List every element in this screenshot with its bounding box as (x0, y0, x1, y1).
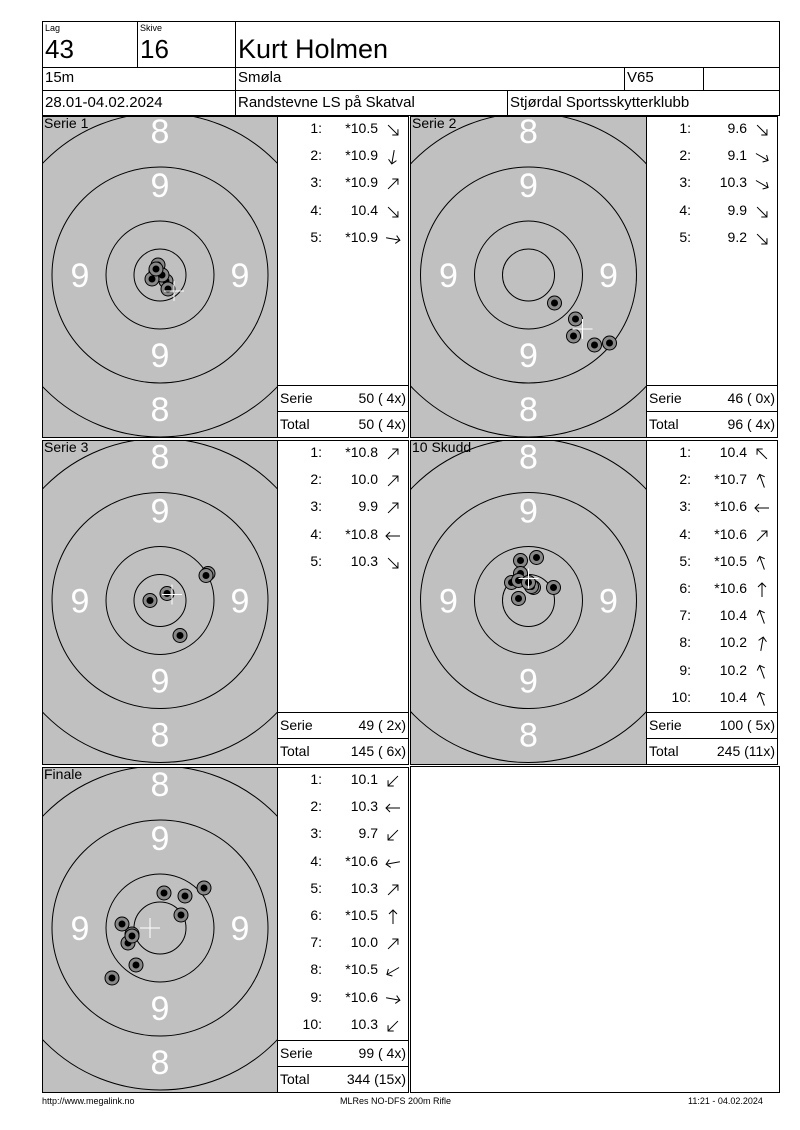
target-face (43, 441, 277, 764)
total-sum-row (647, 411, 777, 437)
direction-arrow-icon (384, 827, 402, 843)
shot-number: 3: (679, 174, 691, 191)
serie-sum-row (278, 1040, 408, 1066)
shot-score: 10.3 (350, 1015, 378, 1032)
shot-number: 2: (679, 147, 691, 164)
serie-sum-row (647, 385, 777, 411)
direction-arrow-icon (384, 773, 402, 789)
shot-number: 4: (679, 525, 691, 542)
shot-score: *10.6 (714, 580, 747, 596)
direction-arrow-icon (384, 231, 402, 247)
shot-row (278, 825, 408, 847)
footer-program: MLRes NO-DFS 200m Rifle (340, 1096, 452, 1106)
shot-row (278, 553, 408, 575)
skive-number: 16 (140, 34, 169, 64)
shot-score: *10.5 (345, 907, 378, 923)
shot-hole (603, 336, 617, 350)
total-label: Total (649, 416, 679, 432)
panel-title: Serie 2 (412, 115, 457, 131)
serie-sum-row (647, 712, 777, 738)
shot-row (278, 202, 408, 224)
direction-arrow-icon (384, 909, 402, 925)
serie-label: Serie (649, 717, 682, 733)
target-panel (410, 440, 647, 765)
shot-hole (161, 282, 175, 296)
serie-value: 46 ( 0x) (727, 390, 775, 406)
shot-number: 2: (310, 147, 322, 164)
shot-hole (567, 329, 581, 343)
shot-row (647, 471, 777, 493)
shot-hole (530, 551, 544, 565)
direction-arrow-icon (753, 664, 771, 680)
shot-score: 9.9 (358, 498, 378, 515)
ring-number: 9 (150, 662, 170, 701)
total-label: Total (280, 1071, 310, 1087)
empty-area (410, 766, 780, 1093)
shot-row (647, 607, 777, 629)
distance: 15m (45, 69, 75, 86)
ring-number: 9 (150, 820, 170, 858)
shot-hole (547, 581, 561, 595)
direction-arrow-icon (384, 500, 402, 516)
shot-score: 10.1 (350, 771, 378, 787)
direction-arrow-icon (384, 149, 402, 165)
shot-score: *10.9 (345, 228, 378, 245)
shot-score: *10.9 (345, 174, 378, 191)
shot-row (278, 444, 408, 466)
direction-arrow-icon (753, 500, 771, 516)
shot-number: 3: (679, 498, 691, 515)
dates: 28.01-04.02.2024 (45, 94, 163, 111)
distance-cell (42, 67, 236, 91)
organizer-cell (507, 90, 780, 116)
shot-row (647, 120, 777, 142)
direction-arrow-icon (384, 204, 402, 220)
ring-number: 8 (519, 441, 538, 477)
shot-row (647, 689, 777, 711)
shot-score: 9.2 (727, 228, 747, 245)
shot-hole (129, 958, 143, 972)
shot-score: 10.0 (350, 934, 378, 951)
shot-number: 4: (679, 201, 691, 218)
shot-list (277, 767, 409, 1093)
shot-score: *10.7 (714, 471, 747, 488)
shot-number: 6: (310, 907, 322, 923)
direction-arrow-icon (753, 204, 771, 220)
total-value: 344 (15x) (346, 1071, 406, 1087)
shot-score: *10.8 (345, 525, 378, 542)
shot-number: 5: (679, 228, 691, 245)
ring-number: 9 (439, 582, 458, 621)
shot-number: 7: (310, 934, 322, 951)
shot-number: 8: (310, 961, 322, 978)
shot-row (278, 471, 408, 493)
shot-score: *10.5 (345, 961, 378, 978)
shot-score: 10.2 (719, 661, 747, 678)
shot-hole (514, 554, 528, 568)
direction-arrow-icon (384, 555, 402, 571)
shot-number: 1: (679, 444, 691, 460)
target-face (411, 117, 646, 437)
shot-hole (569, 312, 583, 326)
shot-number: 2: (310, 798, 322, 815)
shot-score: *10.5 (714, 552, 747, 569)
ring-number: 9 (230, 582, 250, 621)
shot-hole (143, 594, 157, 608)
shot-score: *10.9 (345, 147, 378, 164)
shot-score: 9.6 (727, 120, 747, 136)
lag-number: 43 (45, 34, 74, 64)
shot-score: 9.1 (727, 147, 747, 164)
shot-hole (149, 262, 163, 276)
total-value: 245 (11x) (716, 743, 775, 759)
shot-row (278, 961, 408, 983)
shooter-name: Kurt Holmen (238, 34, 389, 64)
direction-arrow-icon (384, 882, 402, 898)
target-face (411, 441, 646, 764)
direction-arrow-icon (384, 446, 402, 462)
direction-arrow-icon (753, 149, 771, 165)
total-value: 50 ( 4x) (358, 416, 406, 432)
direction-arrow-icon (753, 636, 771, 652)
shot-number: 8: (679, 634, 691, 651)
shot-hole (157, 886, 171, 900)
shot-row (278, 989, 408, 1011)
direction-arrow-icon (384, 936, 402, 952)
serie-value: 50 ( 4x) (358, 390, 406, 406)
shot-hole (588, 338, 602, 352)
target-panel (42, 440, 278, 765)
shot-score: 9.7 (358, 825, 378, 842)
shot-row (278, 147, 408, 169)
organizer: Stjørdal Sportsskytterklubb (510, 94, 690, 111)
target-panel (42, 767, 278, 1093)
shot-row (647, 634, 777, 656)
serie-value: 99 ( 4x) (358, 1045, 406, 1061)
direction-arrow-icon (753, 528, 771, 544)
direction-arrow-icon (384, 991, 402, 1007)
ring-number: 9 (230, 910, 250, 948)
ring-number: 8 (150, 117, 170, 151)
shot-score: *10.6 (345, 852, 378, 869)
total-sum-row (278, 1066, 408, 1092)
serie-value: 49 ( 2x) (358, 717, 406, 733)
shot-row (647, 526, 777, 548)
shot-number: 5: (310, 228, 322, 245)
serie-sum-row (278, 712, 408, 738)
shot-row (278, 798, 408, 820)
shot-row (647, 174, 777, 196)
direction-arrow-icon (753, 582, 771, 598)
shot-row (278, 526, 408, 548)
ring-number: 9 (150, 167, 170, 205)
total-label: Total (649, 743, 679, 759)
shot-number: 10: (671, 688, 691, 705)
shot-score: *10.6 (345, 988, 378, 1005)
event-name: Randstevne LS på Skatval (238, 94, 415, 111)
ring-number: 8 (150, 441, 170, 477)
target-panel (410, 116, 647, 438)
shot-score: 10.4 (350, 201, 378, 218)
target-face (43, 117, 277, 437)
total-label: Total (280, 743, 310, 759)
shot-score: 10.4 (719, 607, 747, 624)
serie-label: Serie (280, 1045, 313, 1061)
event-cell (235, 90, 508, 116)
footer-url: http://www.megalink.no (42, 1096, 135, 1106)
dates-cell (42, 90, 236, 116)
shot-hole (548, 296, 562, 310)
club-place: Smøla (238, 69, 282, 86)
panel-title: Serie 1 (44, 115, 89, 131)
direction-arrow-icon (384, 963, 402, 979)
ring-number: 8 (519, 716, 538, 755)
ring-number: 9 (519, 167, 538, 205)
ring-number: 9 (519, 337, 538, 375)
ring-number: 9 (70, 582, 90, 621)
direction-arrow-icon (384, 528, 402, 544)
shot-row (647, 202, 777, 224)
ring-number: 8 (150, 716, 170, 755)
shot-score: *10.5 (345, 120, 378, 136)
shot-row (278, 120, 408, 142)
ring-number: 8 (150, 768, 170, 804)
shot-number: 3: (310, 174, 322, 191)
total-sum-row (278, 411, 408, 437)
shot-row (647, 147, 777, 169)
shot-row (278, 853, 408, 875)
total-sum-row (278, 738, 408, 764)
direction-arrow-icon (753, 555, 771, 571)
shot-row (647, 580, 777, 602)
shot-number: 1: (679, 120, 691, 136)
lag-label: Lag (45, 23, 61, 33)
shot-list (646, 440, 778, 765)
ring-number: 9 (150, 492, 170, 531)
total-label: Total (280, 416, 310, 432)
shot-score: 10.0 (350, 471, 378, 488)
ring-number: 8 (519, 391, 538, 429)
shot-hole (125, 929, 139, 943)
lag-cell (42, 21, 138, 68)
shot-score: *10.8 (345, 444, 378, 460)
direction-arrow-icon (753, 176, 771, 192)
club-cell (235, 67, 625, 91)
shot-hole (199, 569, 213, 583)
total-value: 145 ( 6x) (350, 743, 406, 759)
shot-number: 4: (310, 201, 322, 218)
direction-arrow-icon (753, 446, 771, 462)
serie-label: Serie (280, 717, 313, 733)
shot-row (278, 1016, 408, 1038)
shot-number: 3: (310, 498, 322, 515)
shot-row (278, 498, 408, 520)
shot-hole (178, 889, 192, 903)
shot-number: 2: (679, 471, 691, 488)
shot-list (277, 440, 409, 765)
name-cell (235, 21, 780, 68)
shot-score: 10.2 (719, 634, 747, 651)
shot-number: 6: (679, 580, 691, 596)
shot-number: 7: (679, 607, 691, 624)
shot-number: 1: (310, 444, 322, 460)
total-value: 96 ( 4x) (727, 416, 775, 432)
ring-number: 8 (519, 117, 538, 151)
direction-arrow-icon (753, 473, 771, 489)
ring-number: 9 (230, 257, 250, 295)
shot-score: 10.4 (719, 444, 747, 460)
shot-score: *10.6 (714, 498, 747, 515)
serie-label: Serie (649, 390, 682, 406)
skive-cell (137, 21, 236, 68)
shot-number: 10: (302, 1015, 322, 1032)
shot-row (647, 553, 777, 575)
ring-number: 9 (599, 257, 618, 295)
shot-row (278, 771, 408, 793)
class: V65 (627, 69, 654, 86)
shot-number: 4: (310, 852, 322, 869)
direction-arrow-icon (384, 122, 402, 138)
serie-sum-row (278, 385, 408, 411)
ring-number: 8 (150, 391, 170, 429)
shot-hole (197, 881, 211, 895)
shot-hole (512, 592, 526, 606)
footer-timestamp: 11:21 - 04.02.2024 (688, 1096, 763, 1106)
direction-arrow-icon (384, 855, 402, 871)
shot-row (647, 498, 777, 520)
shot-row (278, 934, 408, 956)
panel-title: 10 Skudd (412, 439, 472, 455)
direction-arrow-icon (753, 691, 771, 707)
ring-number: 9 (519, 492, 538, 531)
ring-number: 9 (70, 910, 90, 948)
ring-number: 9 (599, 582, 618, 621)
direction-arrow-icon (753, 231, 771, 247)
shot-row (278, 880, 408, 902)
shot-number: 3: (310, 825, 322, 842)
shot-score: 10.3 (350, 879, 378, 896)
panel-title: Finale (44, 766, 83, 782)
direction-arrow-icon (753, 609, 771, 625)
shot-row (278, 907, 408, 929)
shot-number: 1: (310, 771, 322, 787)
direction-arrow-icon (753, 122, 771, 138)
shot-hole (174, 908, 188, 922)
target-face (43, 768, 277, 1092)
shot-hole (173, 629, 187, 643)
shot-number: 5: (310, 552, 322, 569)
shot-number: 2: (310, 471, 322, 488)
shot-hole (105, 971, 119, 985)
shot-score: 10.4 (719, 688, 747, 705)
shot-number: 9: (679, 661, 691, 678)
total-sum-row (647, 738, 777, 764)
shot-number: 9: (310, 988, 322, 1005)
target-panel (42, 116, 278, 438)
panel-title: Serie 3 (44, 439, 89, 455)
shot-row (278, 174, 408, 196)
shot-score: 10.3 (350, 552, 378, 569)
shot-list (277, 116, 409, 438)
shot-list (646, 116, 778, 438)
direction-arrow-icon (384, 473, 402, 489)
shot-score: 10.3 (350, 798, 378, 815)
shot-score: 9.9 (727, 201, 747, 218)
serie-label: Serie (280, 390, 313, 406)
direction-arrow-icon (384, 176, 402, 192)
shot-number: 5: (310, 879, 322, 896)
shot-row (278, 229, 408, 251)
ring-number: 9 (439, 257, 458, 295)
shot-row (647, 444, 777, 466)
shot-score: *10.6 (714, 525, 747, 542)
direction-arrow-icon (384, 800, 402, 816)
ring-number: 8 (150, 1044, 170, 1082)
shot-row (647, 662, 777, 684)
shot-number: 1: (310, 120, 322, 136)
serie-value: 100 ( 5x) (719, 717, 775, 733)
class-cell (624, 67, 704, 91)
shot-number: 4: (310, 525, 322, 542)
shot-row (647, 229, 777, 251)
ring-number: 9 (150, 990, 170, 1028)
shot-score: 10.3 (719, 174, 747, 191)
skive-label: Skive (140, 23, 163, 33)
ring-number: 9 (519, 662, 538, 701)
shot-number: 5: (679, 552, 691, 569)
class-extra-cell (703, 67, 780, 91)
direction-arrow-icon (384, 1018, 402, 1034)
ring-number: 9 (150, 337, 170, 375)
ring-number: 9 (70, 257, 90, 295)
